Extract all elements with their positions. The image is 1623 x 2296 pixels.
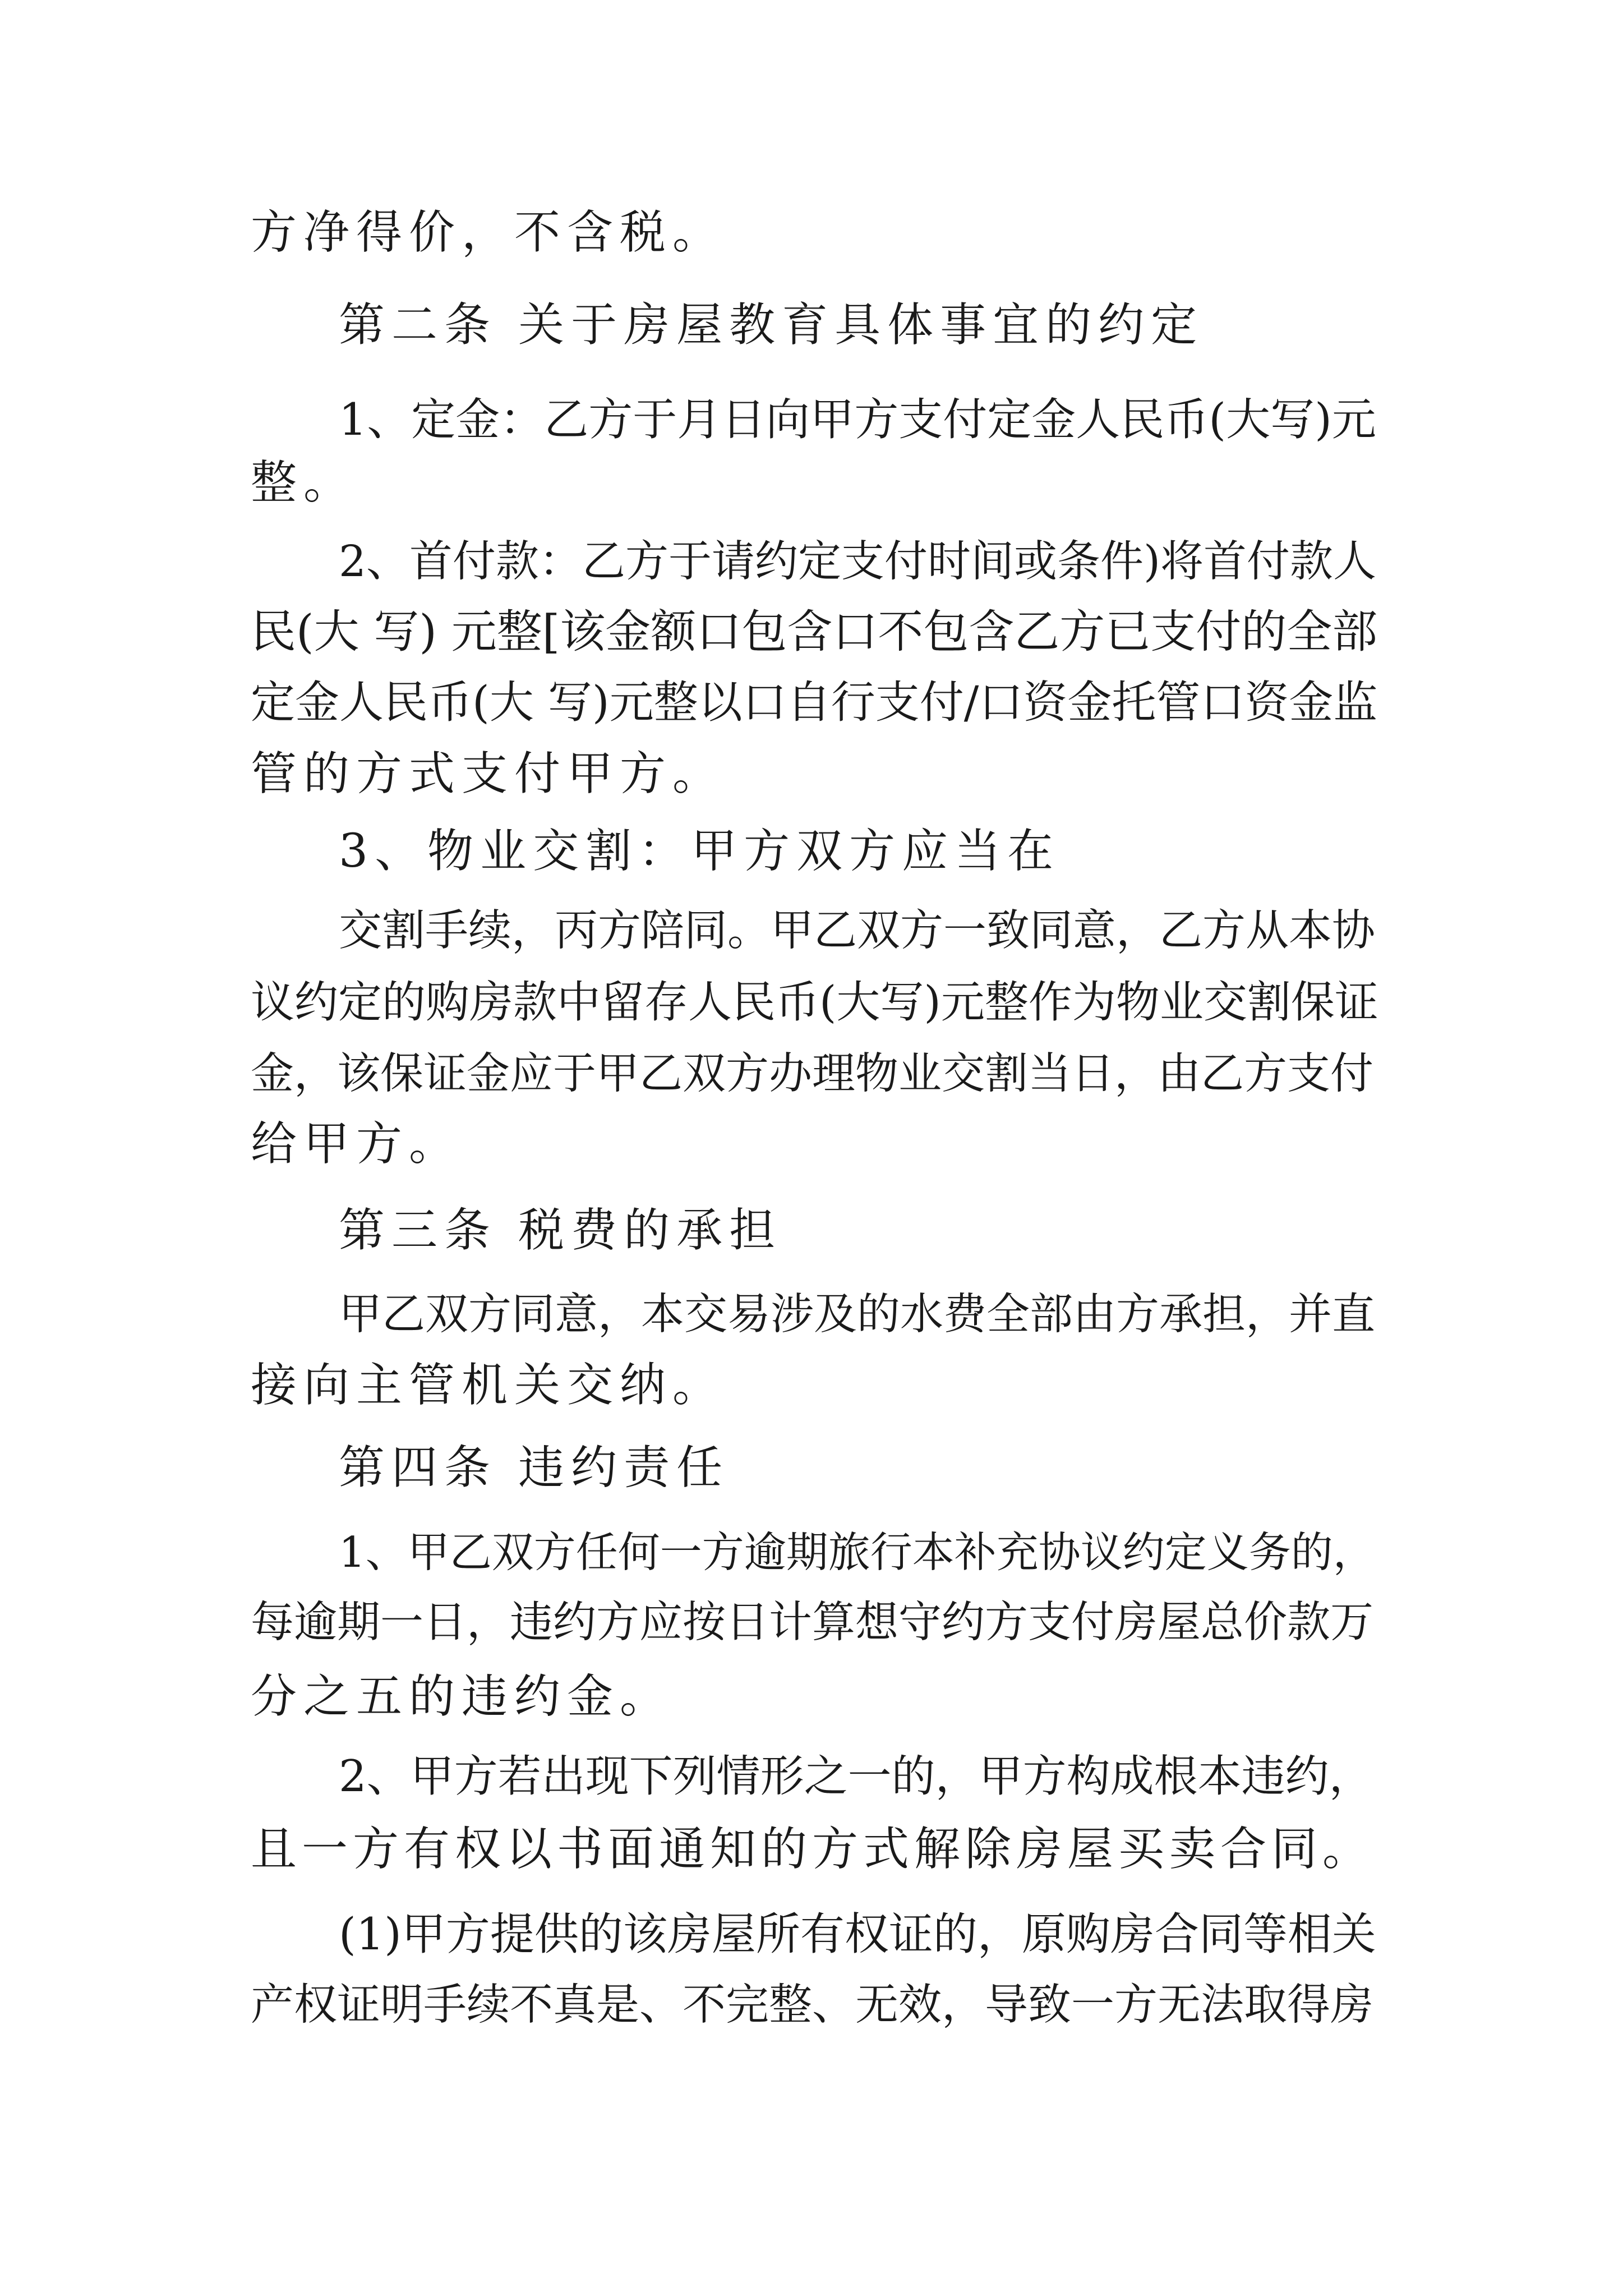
section-heading: 第二条 关于房屋教育具体事宜的约定: [339, 298, 1204, 352]
paragraph-line: 接向主管机关交纳。: [251, 1359, 726, 1412]
paragraph-line: 1、定金：乙方于月日向甲方支付定金人民币(大写)元: [339, 394, 1376, 445]
paragraph-line: 且一方有权以书面通知的方式解除房屋买卖合同。: [251, 1823, 1374, 1876]
paragraph-line: (1)甲方提供的该房屋所有权证的，原购房合同等相关: [339, 1908, 1376, 1960]
paragraph-line: 甲乙双方同意，本交易涉及的水费全部由方承担，并直: [339, 1290, 1375, 1340]
paragraph-line: 管的方式支付甲方。: [251, 747, 726, 800]
paragraph-line: 2、甲方若出现下列情形之一的，甲方构成根本违约，: [339, 1751, 1373, 1802]
section-heading: 第三条 税费的承担: [339, 1204, 782, 1257]
paragraph-line: 方净得价，不含税。: [251, 206, 726, 259]
paragraph-line: 1、甲乙双方任何一方逾期旅行本补充协议约定义务的，: [339, 1527, 1375, 1577]
paragraph-line: 金，该保证金应于甲乙双方办理物业交割当日，由乙方支付: [251, 1049, 1373, 1099]
paragraph-line: 每逾期一日，违约方应按日计算想守约方支付房屋总价款万: [251, 1598, 1373, 1648]
paragraph-line: 2、首付款：乙方于请约定支付时间或条件)将首付款人: [339, 537, 1377, 587]
paragraph-line: 产权证明手续不真是、不完整、无效，导致一方无法取得房: [251, 1980, 1373, 2030]
paragraph-line: 整。: [251, 456, 357, 509]
paragraph-line: 民(大 写) 元整[该金额口包含口不包含乙方已支付的全部: [251, 606, 1378, 659]
paragraph-line: 给甲方。: [251, 1117, 462, 1171]
paragraph-line: 定金人民币(大 写)元整以口自行支付/口资金托管口资金监: [251, 677, 1378, 728]
paragraph-line: 3、物业交割：甲方双方应当在: [339, 825, 1061, 878]
section-heading: 第四条 违约责任: [339, 1441, 730, 1494]
paragraph-line: 分之五的违约金。: [251, 1670, 673, 1723]
paragraph-line: 交割手续，丙方陪同。甲乙双方一致同意，乙方从本协: [339, 906, 1375, 956]
paragraph-line: 议约定的购房款中留存人民币(大写)元整作为物业交割保证: [251, 977, 1378, 1028]
